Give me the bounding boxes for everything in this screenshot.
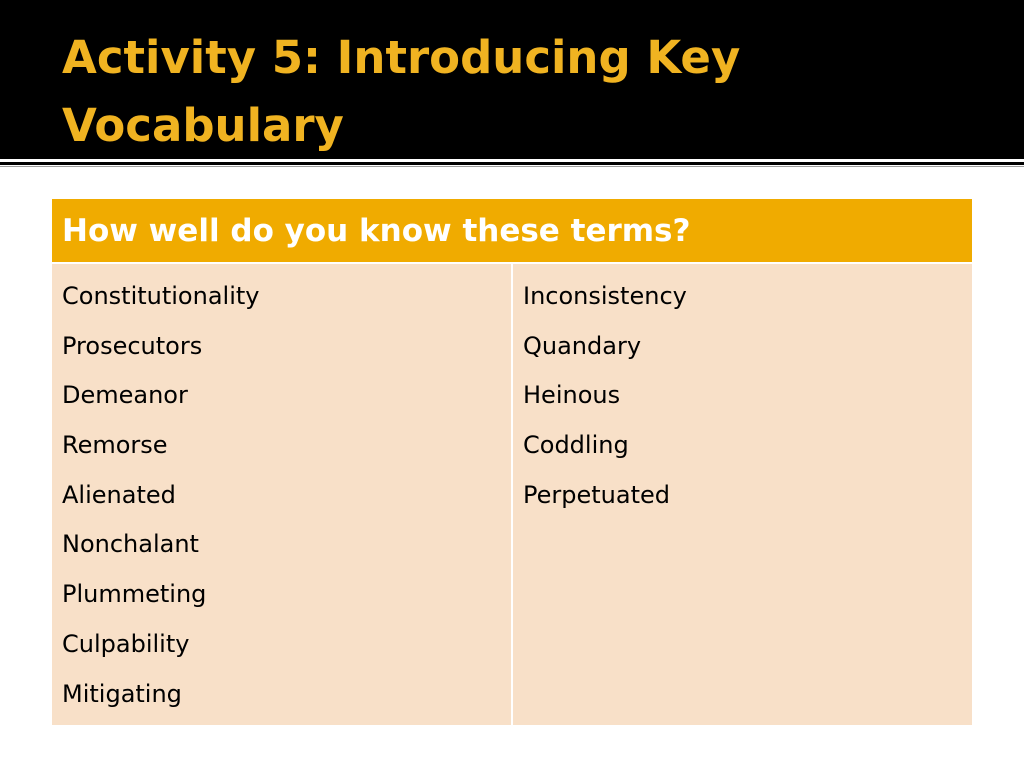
vocabulary-term: Demeanor [62, 381, 188, 410]
title-divider-black [0, 162, 1024, 165]
title-bar [0, 0, 1024, 159]
vocabulary-term: Mitigating [62, 679, 182, 708]
vocabulary-term: Inconsistency [523, 282, 687, 310]
table-row [52, 263, 972, 725]
vocabulary-term: Remorse [62, 431, 168, 460]
vocabulary-term: Prosecutors [62, 331, 203, 360]
table-header-row [52, 199, 972, 263]
vocabulary-term: Culpability [62, 629, 190, 658]
table-header: How well do you know these terms? [52, 199, 972, 263]
vocabulary-term: Quandary [523, 331, 642, 360]
vocabulary-term: Plummeting [62, 580, 207, 609]
slide-title: Activity 5: Introducing Key Vocabulary [62, 31, 741, 152]
vocabulary-term: Perpetuated [523, 480, 670, 509]
table-cell-left [52, 263, 512, 725]
vocabulary-term: Alienated [62, 480, 176, 509]
vocabulary-term: Coddling [523, 431, 629, 460]
vocabulary-term: Heinous [523, 381, 621, 410]
right-term-list [523, 272, 972, 520]
left-term-list [62, 272, 511, 719]
vocabulary-term: Nonchalant [62, 530, 199, 559]
vocabulary-table [52, 199, 972, 725]
table-cell-right [512, 263, 972, 725]
vocabulary-term: Constitutionality [62, 282, 260, 310]
title-divider-gray [0, 166, 1024, 167]
